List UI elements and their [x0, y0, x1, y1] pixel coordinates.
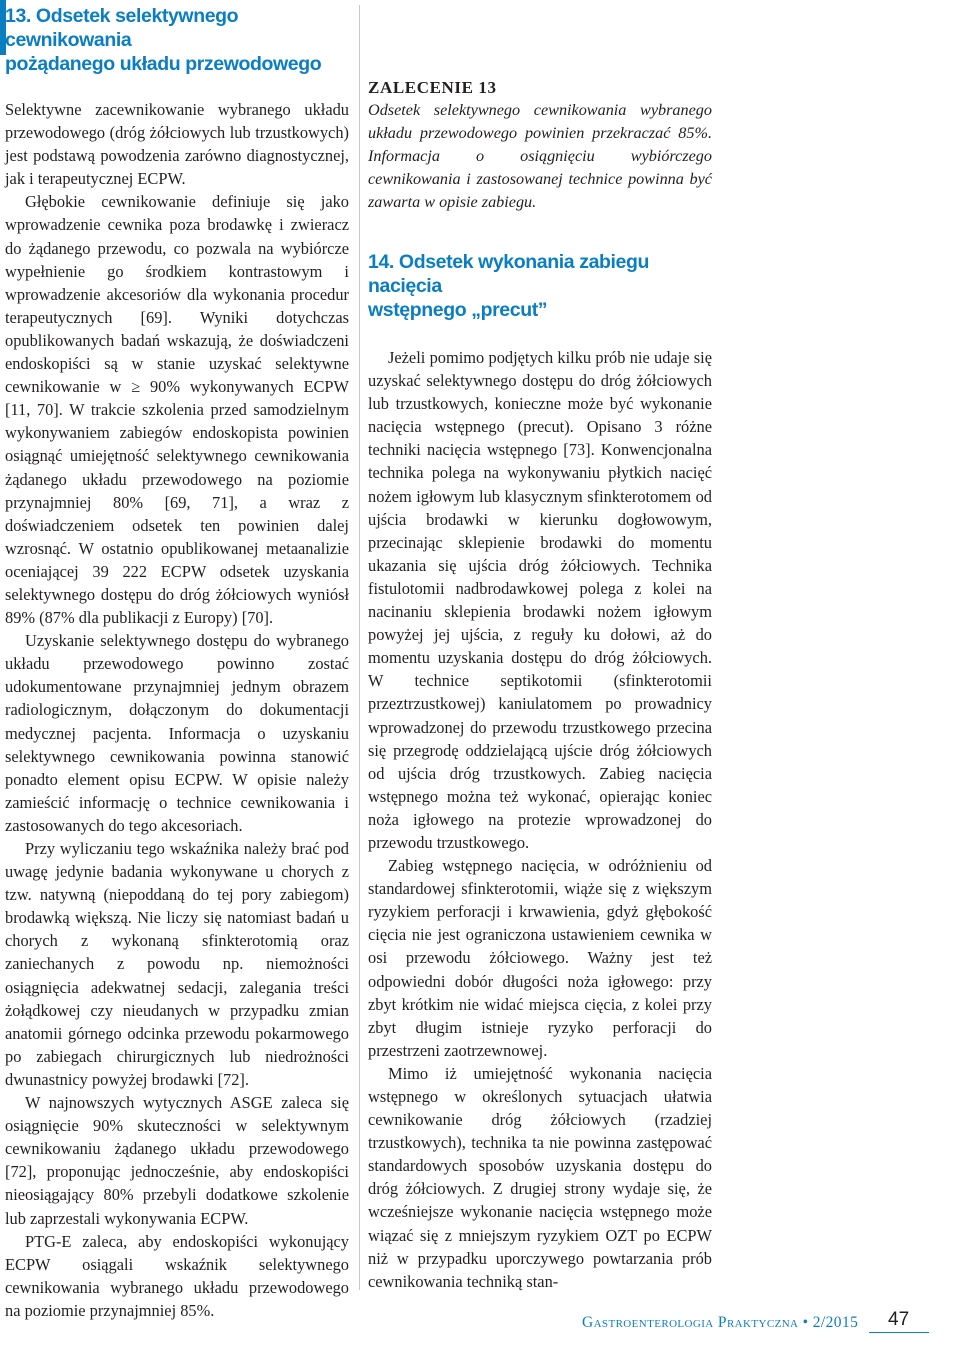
- issue-number: 2/2015: [812, 1314, 859, 1331]
- recommendation-box: [368, 76, 712, 214]
- paragraph: Głębokie cewnikowanie definiuje się jako wprowadzenie cewnika poza brodawkę i zwieracz do żądanego przewodu, co pozwala na wybiórcze wypełnienie go środkiem kontrastowym i wprowadzenie akcesoriów dla wykonania procedur terapeutycznych [69]. Wyniki dotychczas opublikowanych badań wskazują, że doświadczeni endoskopiści są w stanie uzyskać selektywne cewnikowanie w ≥ 90% wykonywanych ECPW [11, 70]. W trakcie szkolenia przed samodzielnym wykonywaniem zabiegów endoskopista powinien osiągnąć umiejętność selektywnego cewnikowania żądanego układu przewodowego na poziomie przynajmniej 80% [69, 71], a wraz z doświadczeniem odsetek ten powinien dalej wzrosnąć. W ostatnio opublikowanej metaanalizie oceniającej 39 222 ECPW odsetek uzyskania selektywnego dostępu do dróg żółciowych wyniósł 89% (87% dla publikacji z Europy) [70].: [5, 192, 349, 628]
- footer-separator-dot: •: [802, 1314, 809, 1331]
- middle-column: [368, 52, 712, 1293]
- section-13-heading: [5, 4, 349, 76]
- section-14-heading: [368, 250, 712, 322]
- paragraph: Mimo iż umiejętność wykonania nacięcia wstępnego w określonych sytuacjach ułatwia cewnikowanie dróg żółciowych (rzadziej trzustkowych), technika ta nie powinna zastępować standardowych sposobów uzyskania dostępu do dróg żółciowych. Z drugiej strony wydaje się, że wcześniejsze wykonanie nacięcia wstępnego może wiązać się z mniejszym ryzykiem OZT po ECPW niż w przypadku uporczywego powtarzania prób cewnikowania techniką stan-: [368, 1063, 712, 1291]
- paragraph: Przy wyliczaniu tego wskaźnika należy brać pod uwagę jedynie badania wykonywane u chorych z tzw. natywną (niepoddaną do tej pory zabiegom) brodawką większą. Nie liczy się natomiast badań u chorych z wykonaną sfinkterotomią oraz zaniechanych z powodu np. niemożności osiągnięcia adekwatnej sedacji, zalegania treści żołądkowej czy nieudanych w przypadku zmian anatomii górnego odcinka przewodu pokarmowego po zabiegach chirurgicznych lub niedrożności dwunastnicy powyżej brodawki [72].: [5, 839, 349, 1089]
- paragraph: W najnowszych wytycznych ASGE zaleca się osiągnięcie 90% skuteczności w selektywnym cewnikowaniu żądanego układu przewodowego [72], proponując jednocześnie, aby endoskopiści nieosiągający 80% przebyli dodatkowe szkolenie lub zaprzestali wykonywania ECPW.: [5, 1093, 349, 1228]
- page-number: 47: [888, 1309, 910, 1330]
- column-divider: [359, 5, 360, 1290]
- journal-title: Gastroenterologia Praktyczna: [582, 1314, 799, 1331]
- paragraph: Zabieg wstępnego nacięcia, w odróżnieniu od standardowej sfinkterotomii, wiąże się z większym ryzykiem perforacji i krwawienia, gdyż głębokość cięcia nie jest ograniczona ustawieniem cewnika w osi przewodu żółciowego. Ważny jest też odpowiedni dobór długości noża igłowego: przy zbyt krótkim nie widać miejsca cięcia, z kolei przy zbyt długim istnieje ryzyko perforacji do przestrzeni zaotrzewnowej.: [368, 856, 712, 1060]
- recommendation-title: ZALECENIE 13: [368, 78, 497, 97]
- section-14-heading-line2: wstępnego „precut”: [368, 299, 548, 321]
- recommendation-body: Odsetek selektywnego cewnikowania wybranego układu przewodowego powinien przekraczać 85%. Informacja o osiągnięciu wybiórczego cewnikowania i zastosowanej technice powinna być zawarta w opisie zabiegu.: [368, 101, 712, 211]
- section-13-heading-line2: pożądanego układu przewodowego: [5, 53, 322, 75]
- section-14-heading-line1: 14. Odsetek wykonania zabiegu nacięcia: [368, 251, 650, 297]
- left-column: [5, 0, 349, 1322]
- paragraph: Uzyskanie selektywnego dostępu do wybranego układu przewodowego powinno zostać udokumentowane przynajmniej jednym obrazem radiologicznym, dołączonym do dokumentacji medycznej pacjenta. Informacja o uzyskaniu selektywnego cewnikowania powinna stanowić ponadto element opisu ECPW. W opisie należy zamieścić informację o technice cewnikowania i zastosowanych do tego akcesoriach.: [5, 631, 349, 835]
- page-number-underline: [869, 1332, 929, 1333]
- paragraph: Jeżeli pomimo podjętych kilku prób nie udaje się uzyskać selektywnego dostępu do dróg żółciowych lub trzustkowych, konieczne może być wykonanie nacięcia wstępnego (precut). Opisano 3 różne techniki nacięcia wstępnego [73]. Konwencjonalna technika polega na wykonywaniu płytkich nacięć nożem igłowym lub klasycznym sfinkterotomem od ujścia brodawki w kierunku dogłowowym, przecinając sklepienie brodawki do momentu ukazania się ujścia dróg żółciowych. Technika fistulotomii nadbrodawkowej polega z kolei na nacinaniu sklepienia brodawki nożem igłowym powyżej jej ujścia, z reguły ku dołowi, aż do momentu uzyskania dostępu do dróg żółciowych. W technice septikotomii (sfinkterotomii przeztrzustkowej) kaniulatomem po prowadnicy wprowadzonej do przewodu trzustkowego przecina się przegrodę oddzielającą ujście dróg żółciowych od ujścia dróg trzustkowych. Zabieg nacięcia wstępnego można też wykonać, opierając koniec noża igłowego na protezie wprowadzonej do przewodu trzustkowego.: [368, 348, 712, 852]
- running-footer: [582, 1314, 858, 1332]
- section-13-heading-line1: 13. Odsetek selektywnego cewnikowania: [5, 5, 239, 51]
- paragraph: PTG-E zaleca, aby endoskopiści wykonujący ECPW osiągali wskaźnik selektywnego cewnikowania wybranego układu przewodowego na poziomie przynajmniej 85%.: [5, 1231, 349, 1320]
- paragraph: Selektywne zacewnikowanie wybranego układu przewodowego (dróg żółciowych lub trzustkowych) jest podstawą powodzenia zarówno diagnostycznej, jak i terapeutycznej ECPW.: [5, 100, 349, 189]
